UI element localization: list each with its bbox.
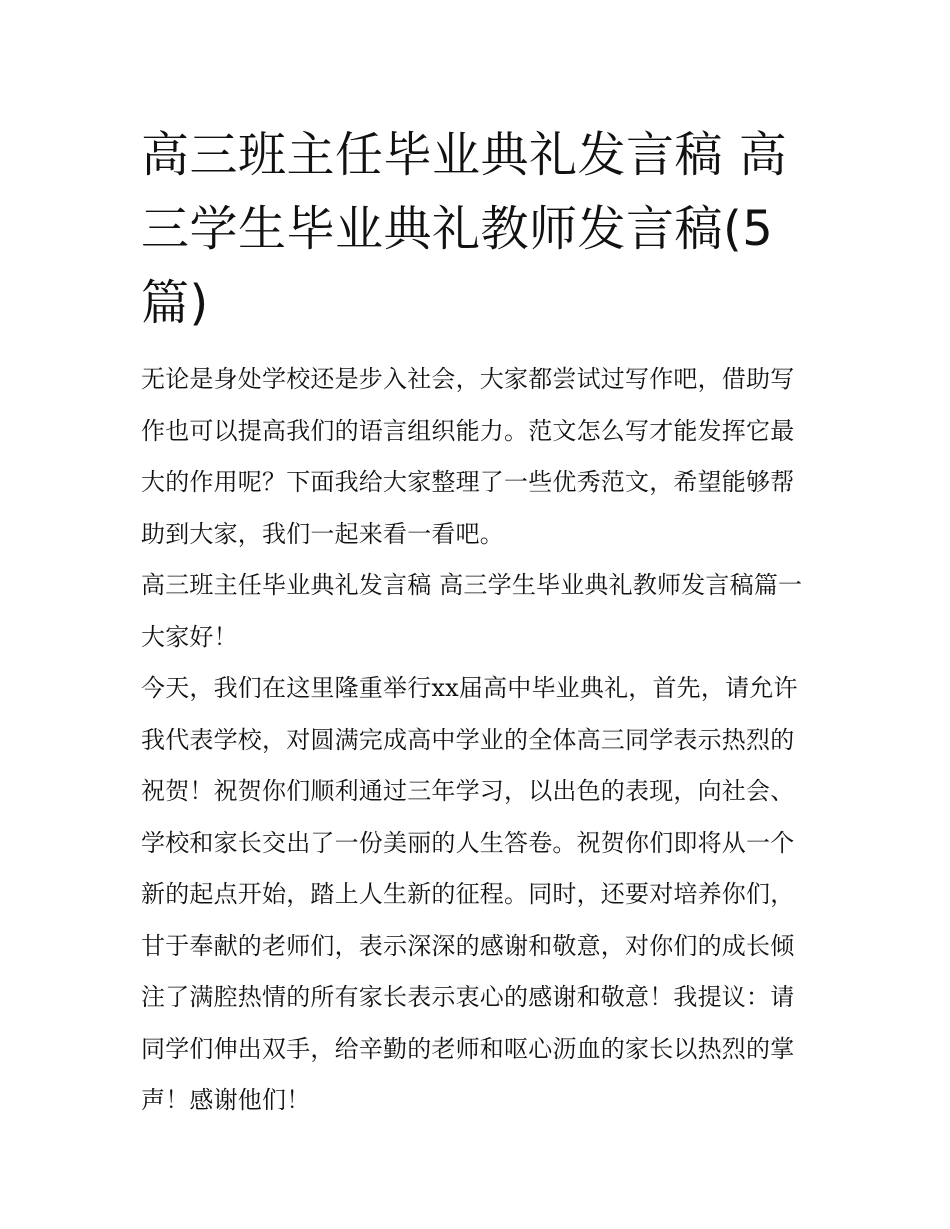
section-heading-paragraph: 高三班主任毕业典礼发言稿 高三学生毕业典礼教师发言稿篇一 大家好！ bbox=[141, 571, 803, 651]
speech-paragraph: 今天，我们在这里隆重举行xx届高中毕业典礼，首先，请允许我代表学校，对圆满完成高中学业的全体高三同学表示热烈的祝贺！祝贺你们顺利通过三年学习，以出色的表现，向社会、学校和家长交出了一份美丽的人生答卷。祝贺你们即将从一个新的起点开始，踏上人生新的征程。同时，还要对培养你们，甘于奉献的老师们，表示深深的感谢和敬意，对你们的成长倾注了满腔热情的所有家长表示衷心的感谢和敬意！我提议：请同学们伸出双手，给辛勤的老师和呕心沥血的家长以热烈的掌声！感谢他们！ bbox=[141, 674, 798, 1114]
document-title: 高三班主任毕业典礼发言稿 高三学生毕业典礼教师发言稿(5篇) bbox=[141, 127, 788, 331]
document-body bbox=[141, 118, 813, 1127]
intro-paragraph: 无论是身处学校还是步入社会，大家都尝试过写作吧，借助写作也可以提高我们的语言组织能力。范文怎么写才能发挥它最大的作用呢？下面我给大家整理了一些优秀范文，希望能够帮助到大家，我们一起来看一看吧。 bbox=[141, 365, 795, 548]
